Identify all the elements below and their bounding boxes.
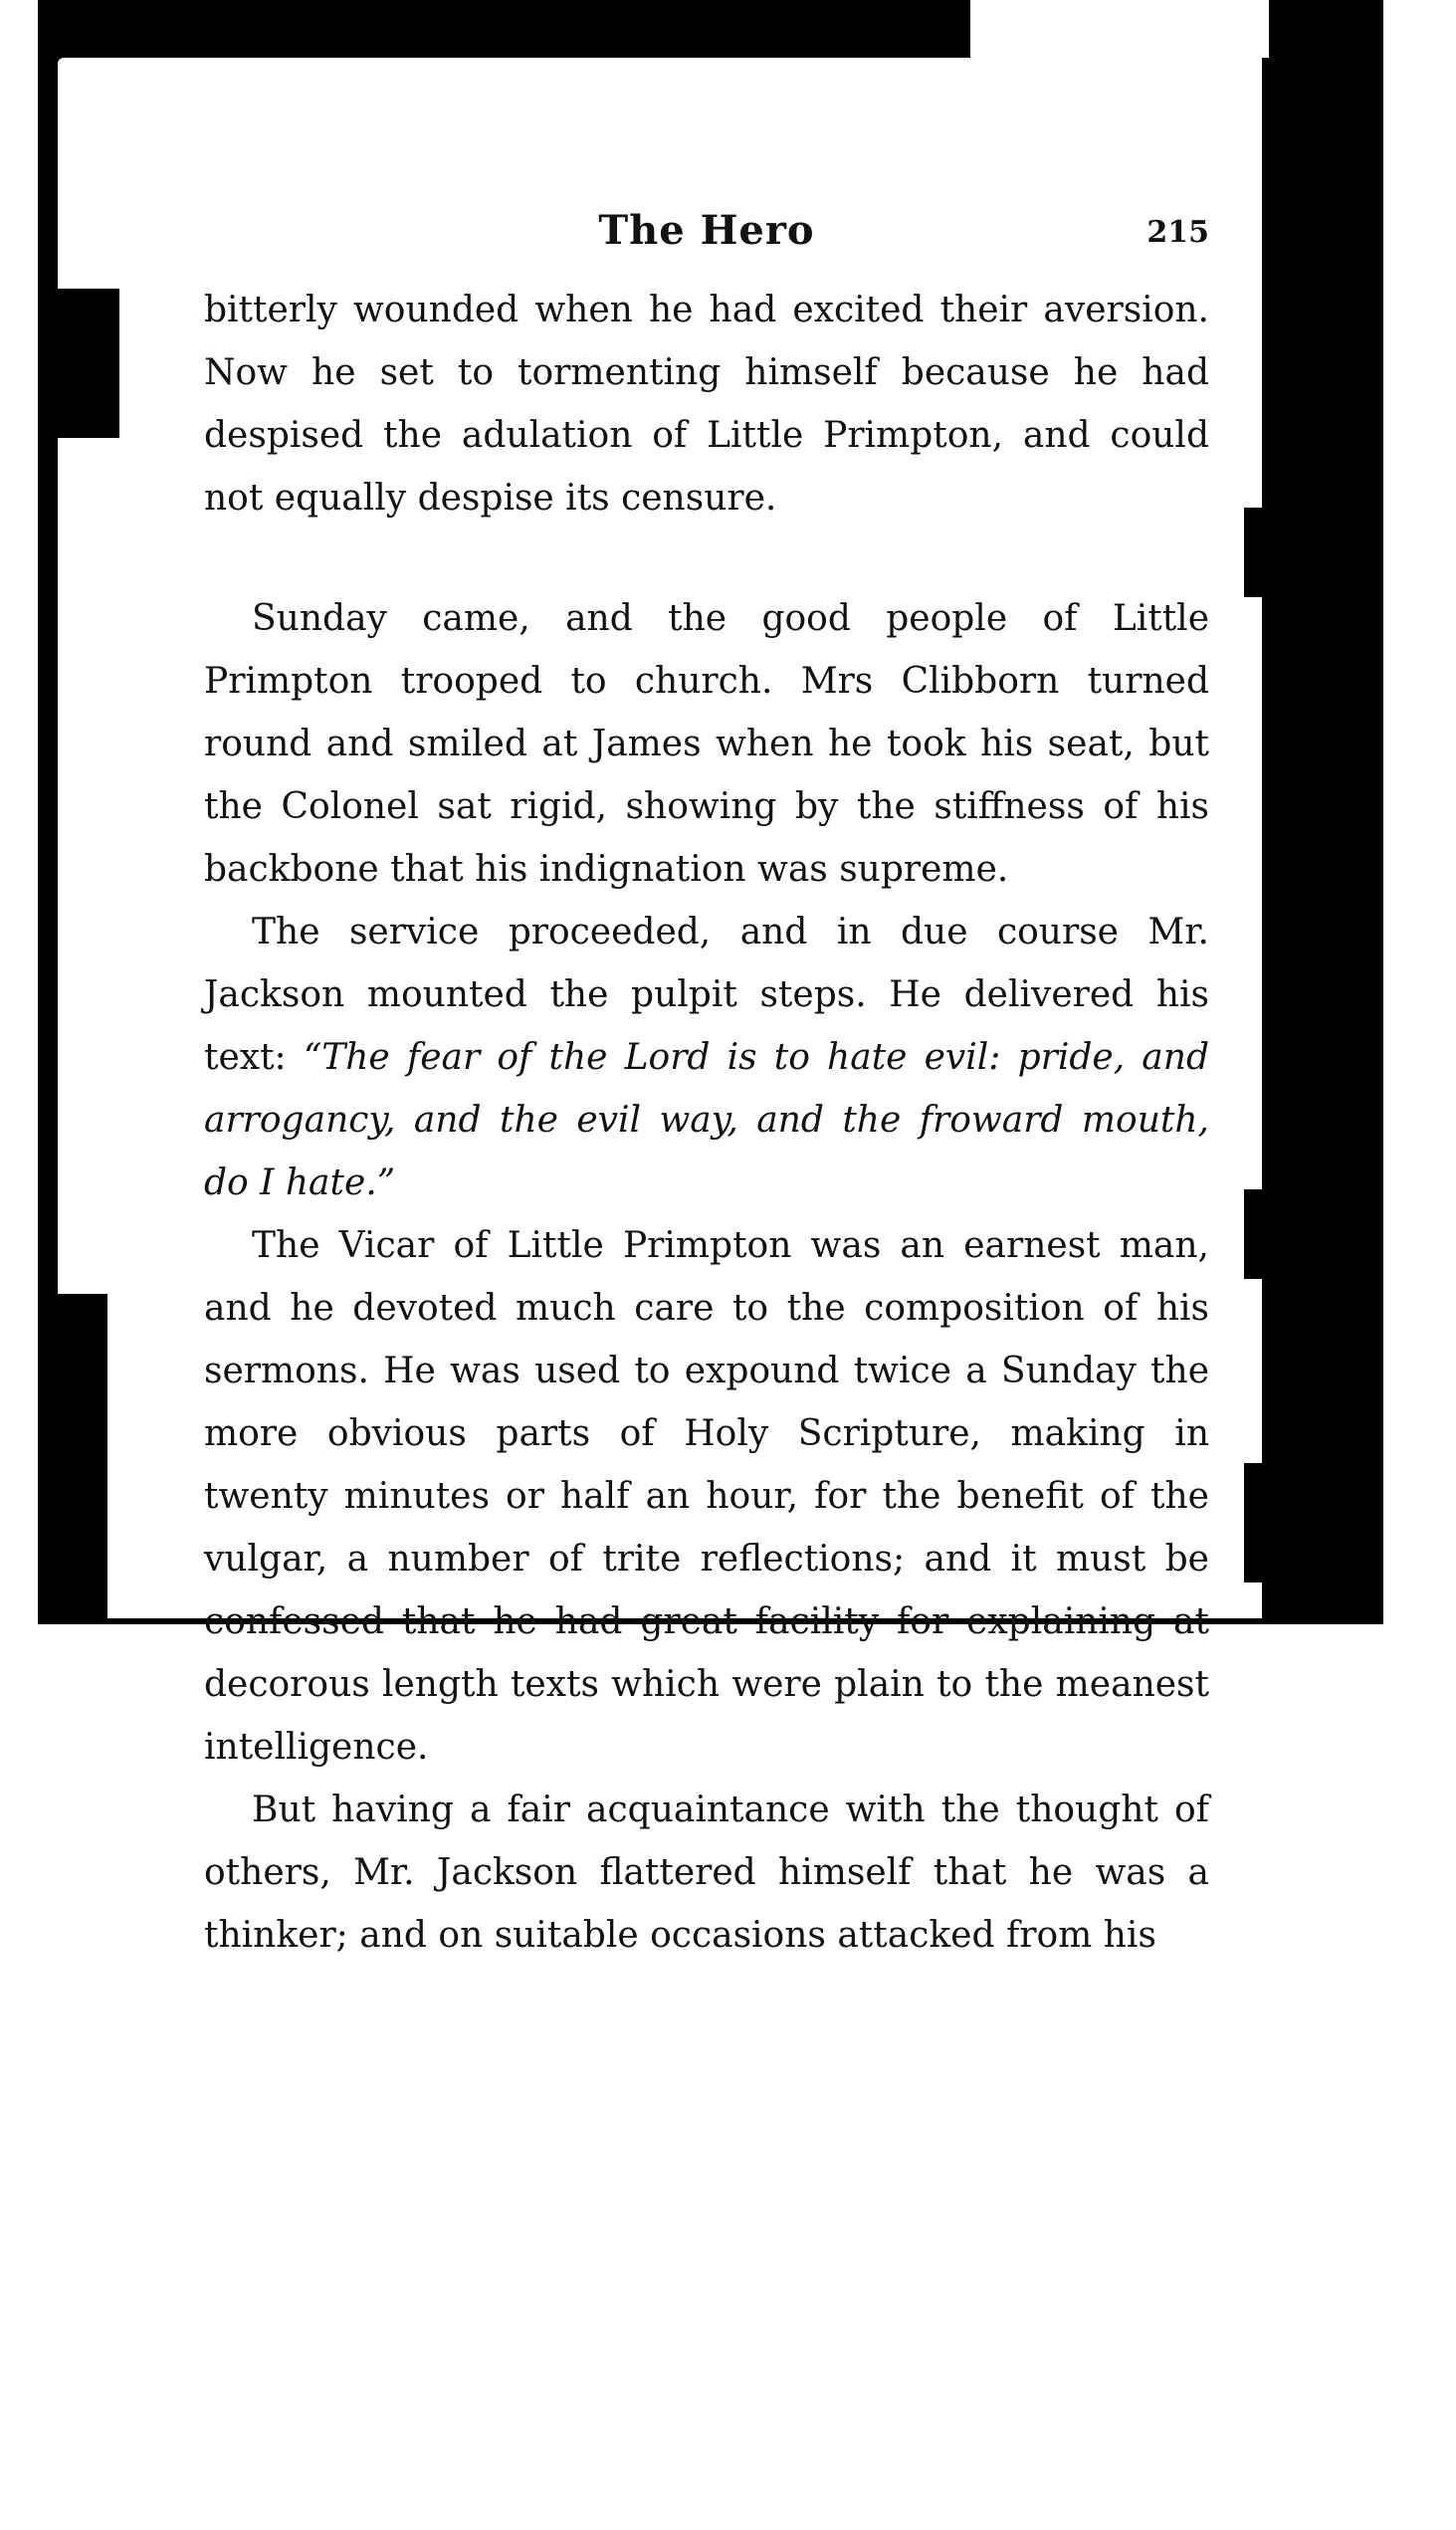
paragraph-lead: The service proceeded, and in due course Mr. Jackson mounted the pulpit steps. He delivered his text:: [204, 912, 1209, 1078]
left-margin-tick: [42, 970, 47, 1004]
left-margin-tick: [42, 756, 47, 790]
left-margin-blot: [38, 1294, 107, 1624]
paragraph: bitterly wounded when he had excited their aversion. Now he set to tormenting himself because he had despised the adulation of Little Primpton, and could not equally despise its censure.: [204, 290, 1209, 519]
paragraph: The Vicar of Little Primpton was an earnest man, and he devoted much care to the composition of his sermons. He was used to expound twice a Sunday the more obvious parts of Holy Scripture, making in twenty minutes or half an hour, for the benefit of the vulgar, a number of trite reflections; and it must be confessed that he had great facility for explaining at decorous length texts which were plain to the meanest intelligence.: [204, 1225, 1209, 1768]
right-margin-blot: [1244, 1463, 1324, 1582]
paragraph: But having a fair acquaintance with the thought of others, Mr. Jackson flattered himself that he was a thinker; and on suitable occasions attacked from his: [204, 1790, 1209, 1956]
page-text: [204, 199, 1209, 1967]
right-margin-blot: [1244, 508, 1324, 597]
scripture-quote: “The fear of the Lord is to hate evil: pride, and arrogancy, and the evil way, and the froward mouth, do I hate.”: [204, 1037, 1209, 1203]
left-margin-blot: [38, 289, 119, 438]
running-title: The Hero: [598, 207, 815, 254]
paragraph: Sunday came, and the good people of Little Primpton trooped to church. Mrs Clibborn turned round and smiled at James when he took his seat, but the Colonel sat rigid, showing by the stiffness of his backbone that his indignation was supreme.: [204, 598, 1209, 890]
right-margin-blot: [1244, 1189, 1324, 1279]
paragraph: [204, 901, 1209, 1214]
running-head: [204, 199, 1209, 279]
section-break: [204, 529, 1209, 587]
page-top-edge: [970, 0, 1269, 58]
page-number: 215: [1146, 215, 1209, 250]
page-right-edge: [1232, 58, 1262, 1618]
